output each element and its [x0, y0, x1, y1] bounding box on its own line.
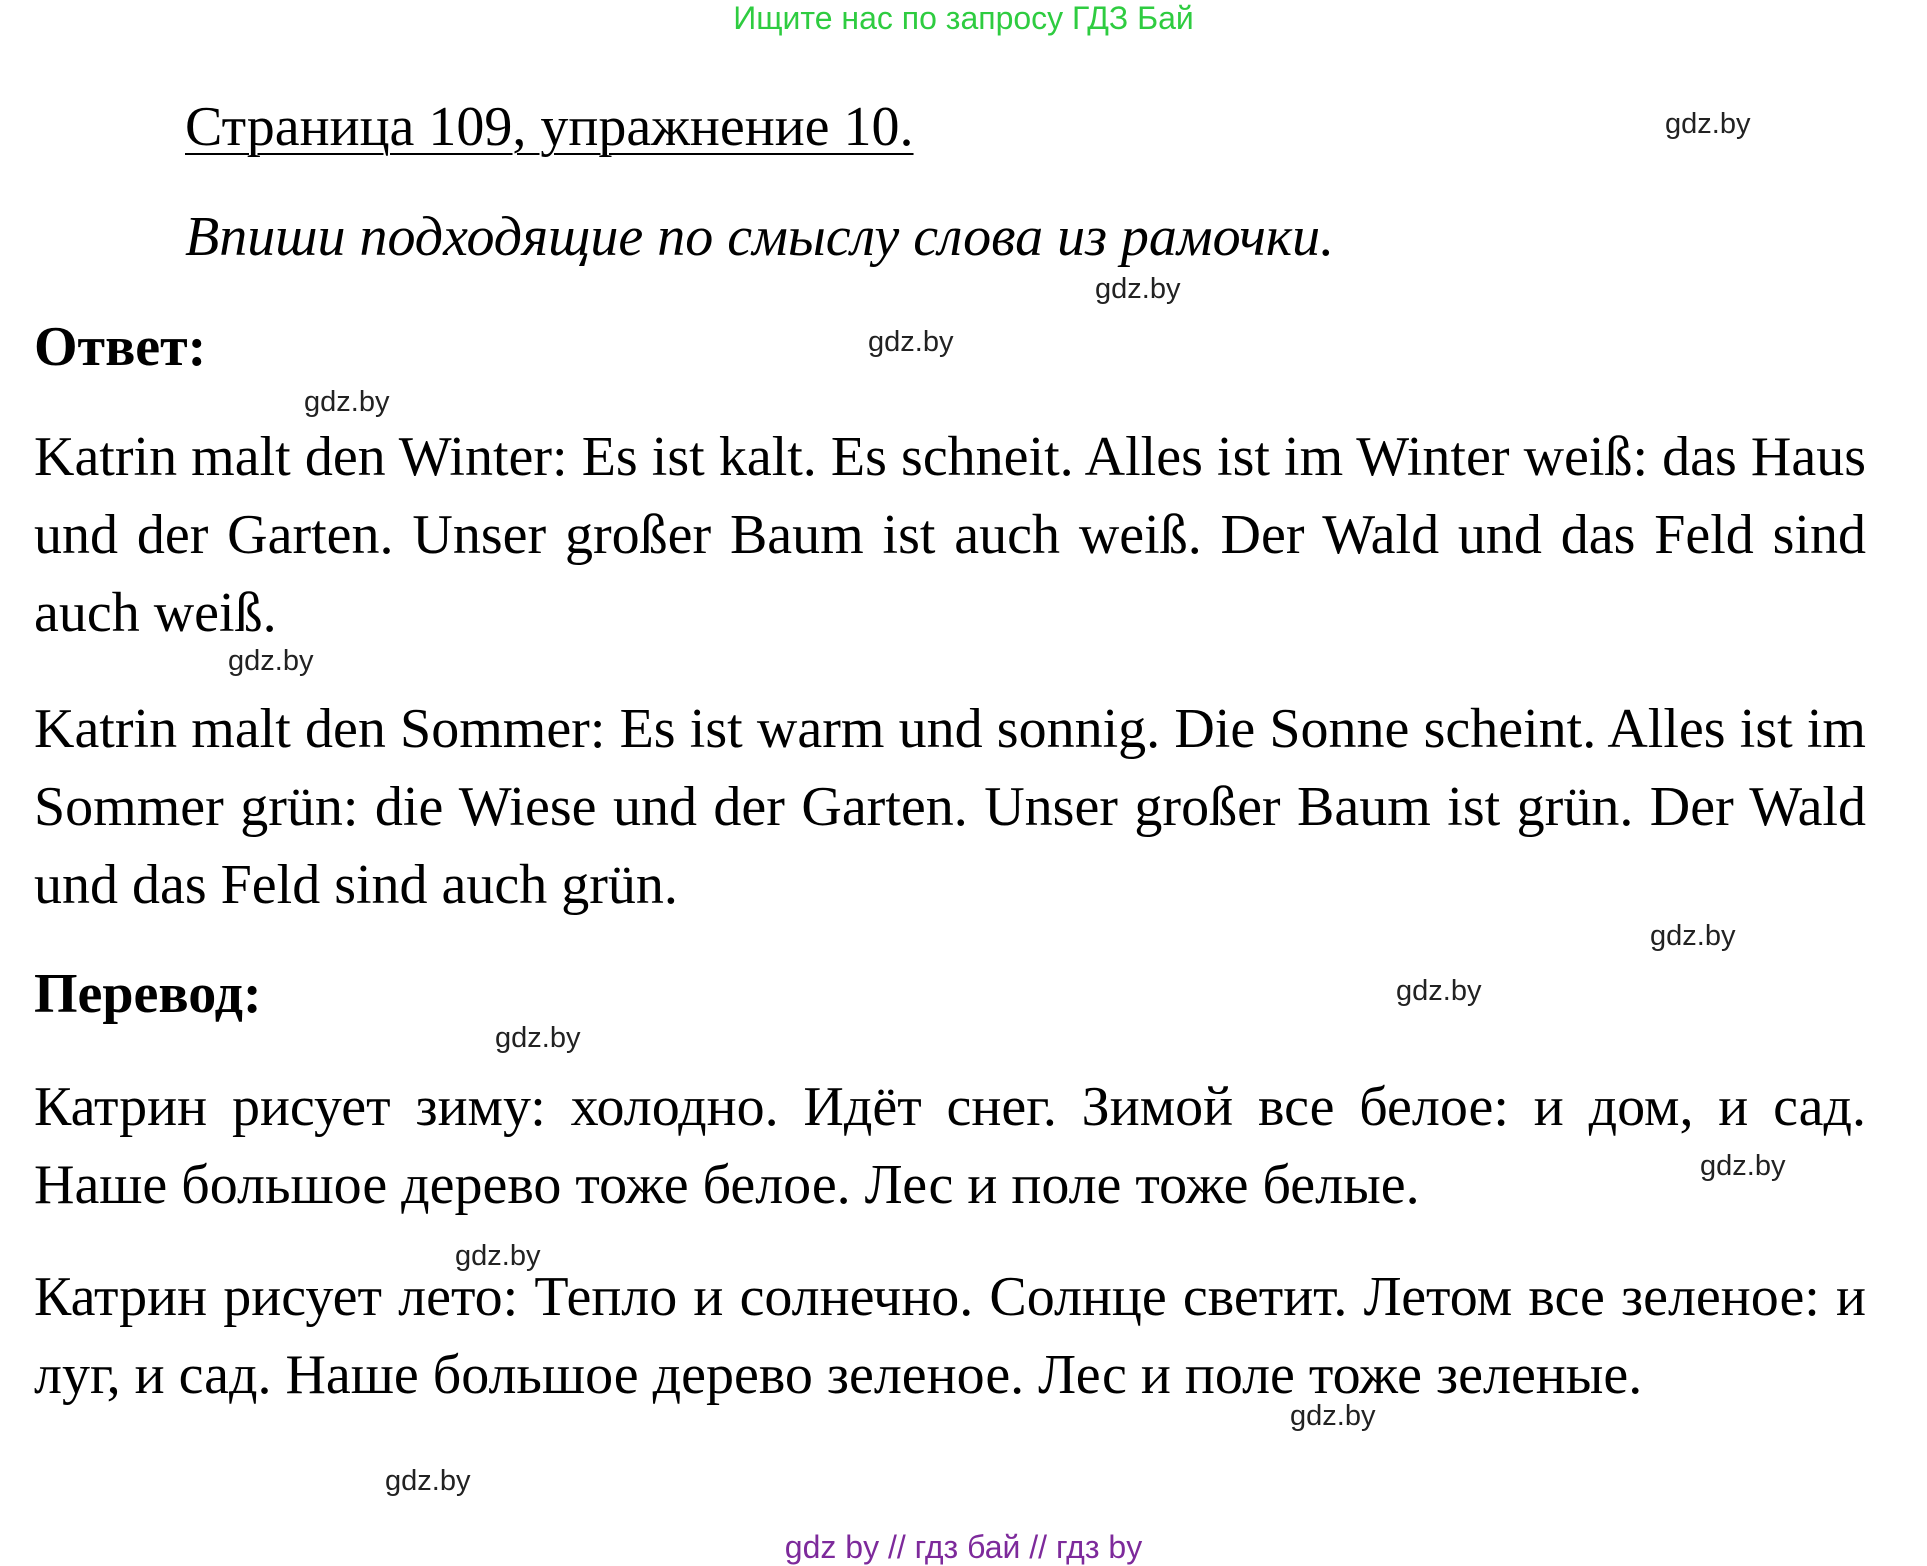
footer-links: gdz by // гдз бай // гдз by — [784, 1529, 1143, 1565]
watermark: gdz.by — [1665, 108, 1751, 140]
watermark: gdz.by — [1290, 1400, 1376, 1432]
translation-heading: Перевод: — [34, 963, 262, 1025]
watermark: gdz.by — [304, 386, 390, 418]
answer-heading: Ответ: — [34, 316, 207, 378]
watermark: gdz.by — [1650, 920, 1736, 952]
watermark: gdz.by — [868, 326, 954, 358]
watermark: gdz.by — [1396, 975, 1482, 1007]
watermark: gdz.by — [495, 1022, 581, 1054]
translation-paragraph-2: Катрин рисует лето: Тепло и солнечно. Солнце светит. Летом все зеленое: и луг, и сад. Наше большое дерево зеленое. Лес и поле тоже зеленые. — [34, 1266, 1866, 1406]
watermark: gdz.by — [1700, 1150, 1786, 1182]
answer-paragraph-1: Katrin malt den Winter: Es ist kalt. Es schneit. Alles ist im Winter weiß: das Haus und der Garten. Unser großer Baum ist auch weiß. Der Wald und das Feld sind auch weiß. — [34, 426, 1866, 644]
answer-paragraph-2: Katrin malt den Sommer: Es ist warm und sonnig. Die Sonne scheint. Alles ist im Sommer grün: die Wiese und der Garten. Unser großer Baum ist grün. Der Wald und das Feld sind auch grün. — [34, 698, 1866, 916]
watermark: gdz.by — [228, 645, 314, 677]
top-banner: Ищите нас по запросу ГДЗ Бай — [733, 0, 1194, 36]
task-text: Впиши подходящие по смыслу слова из рамочки. — [185, 206, 1335, 268]
watermark: gdz.by — [455, 1240, 541, 1272]
watermark: gdz.by — [1095, 273, 1181, 305]
translation-paragraph-1: Катрин рисует зиму: холодно. Идёт снег. Зимой все белое: и дом, и сад. Наше большое дерево тоже белое. Лес и поле тоже белые. — [34, 1076, 1866, 1216]
watermark: gdz.by — [385, 1465, 471, 1497]
page-title: Страница 109, упражнение 10. — [185, 96, 914, 158]
